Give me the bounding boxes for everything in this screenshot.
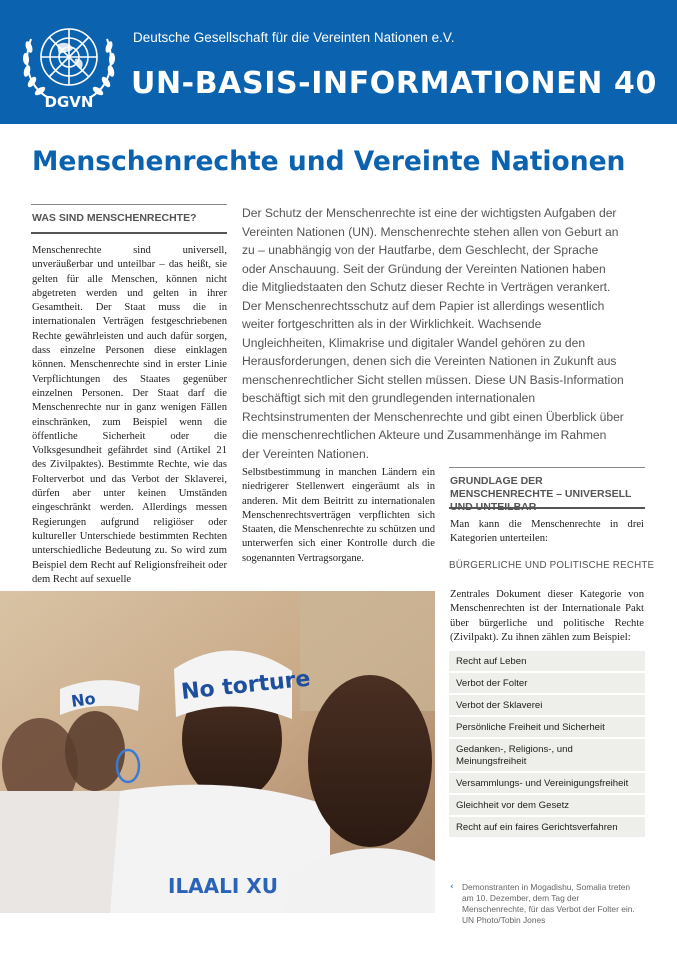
categories-intro: Man kann die Menschenrechte in drei Kategorien unterteilen: (450, 519, 644, 545)
list-item: Gleichheit vor dem Gesetz (449, 795, 645, 817)
caret-left-icon: ‹ (450, 882, 454, 892)
list-item: Verbot der Sklaverei (449, 695, 645, 717)
list-item: Persönliche Freiheit und Sicherheit (449, 717, 645, 739)
rights-list (449, 651, 645, 839)
svg-text:No: No (69, 688, 97, 711)
list-item: Verbot der Folter (449, 673, 645, 695)
un-emblem-icon (17, 17, 121, 109)
list-item: Gedanken-, Religions-, und Meinungsfreiheit (449, 739, 645, 773)
photo-caption: Demonstranten in Mogadishu, Somalia treten am 10. Dezember, dem Tag der Menschenrechte, für das Verbot der Folter ein. UN Photo/Tobin Jones (462, 882, 635, 925)
protest-photo (0, 591, 435, 913)
section-heading-what-are-human-rights: WAS SIND MENSCHENRECHTE? (32, 212, 197, 224)
page-title: Menschenrechte und Vereinte Nationen (32, 146, 626, 177)
logo-text: DGVN (44, 93, 94, 109)
list-item: Recht auf ein faires Gerichtsverfahren (449, 817, 645, 839)
protest-photo-illustration (0, 591, 435, 913)
subcategory-heading: BÜRGERLICHE UND POLITISCHE RECHTE (449, 560, 655, 571)
section-rule (449, 467, 645, 468)
series-title: UN-BASIS-INFORMATIONEN 40 (131, 66, 657, 101)
middle-column-body: Selbstbestimmung in manchen Ländern ein niedrigerer Stellenwert eingeräumt als in anderen. Mit dem Beitritt zu internationalen Menschenrechtsverträgen verpflichten sich Staaten, die Menschenrechte zu schützen und unterwerfen sich einer Kontrolle durch die sogenannten Vertragsorgane. (242, 467, 435, 564)
section-rule (449, 507, 645, 509)
intro-paragraph: Der Schutz der Menschenrechte ist eine der wichtigsten Aufgaben der Vereinten Nationen (UN). Menschenrechte stehen allen von Geburt an zu – unabhängig von der Hautfarbe, dem Geschlecht, der Sprache oder Anschauung. Seit der Gründung der Vereinten Nationen haben die Mitgliedstaaten den Schutz dieser Rechte in Verträgen verankert. Der Menschenrechtsschutz auf dem Papier ist allerdings wesentlich weiter fortgeschritten als in der Wirklichkeit. Wachsende Ungleichheiten, Klimakrise und digitaler Wandel gehören zu den Herausforderungen, denen sich die Vereinten Nationen in Zukunft aus menschenrechtlicher Sicht stellen müssen. Diese UN Basis-Information beschäftigt sich mit den grundlegenden internationalen Rechtsinstrumenten der Menschenrechte und gibt einen Überblick über die menschenrechtlichen Akteure und Zusammenhänge im Rahmen der Vereinten Nationen. (242, 206, 624, 461)
shirt-text: ILAALI XU (168, 874, 278, 898)
section-rule (31, 232, 227, 234)
headband-text: No torture (180, 666, 312, 705)
list-item: Recht auf Leben (449, 651, 645, 673)
section-heading-foundation: GRUNDLAGE DER MENSCHENRECHTE – UNIVERSELL UND UNTEILBAR (450, 475, 632, 513)
section-rule (31, 204, 227, 205)
civil-rights-body: Zentrales Dokument dieser Kategorie von Menschenrechten ist der Internationale Pakt über bürgerliche und politische Rechte (Zivilpakt). Zu ihnen zählen zum Beispiel: (450, 589, 644, 643)
left-column-body: Menschenrechte sind universell, unveräußerbar und unteilbar – das heißt, sie gelten für alle Menschen, können nicht abgetreten werden und gelten in ihrer Gesamtheit. Der Staat muss die in internationalen Verträgen festgeschriebenen Rechte gewährleisten und auch dafür sorgen, dass einzelne Personen diese einklagen können. Menschenrechte sind in erster Linie Verpflichtungen des Staates gegenüber einzelnen Personen. Der Staat darf die Menschenrechte nur in ganz wenigen Fällen einschränken, zum Beispiel wenn die öffentliche Sicherheit oder die Volksgesundheit gefährdet sind (Artikel 21 des Zivilpaktes). Bestimmte Rechte, wie das Folterverbot und das Verbot der Sklaverei, dürfen aber unter keinen Umständen eingeschränkt werden. Allerdings messen Regierungen aufgrund religiöser oder kultureller Unterschiede bestimmten Rechten unterschiedliche Bedeutung zu. So wird zum Beispiel dem Recht auf Religionsfreiheit oder dem Recht auf sexuelle (32, 245, 227, 585)
header-band (0, 0, 677, 124)
list-item: Versammlungs- und Vereinigungsfreiheit (449, 773, 645, 795)
organization-name: Deutsche Gesellschaft für die Vereinten Nationen e.V. (133, 30, 455, 45)
